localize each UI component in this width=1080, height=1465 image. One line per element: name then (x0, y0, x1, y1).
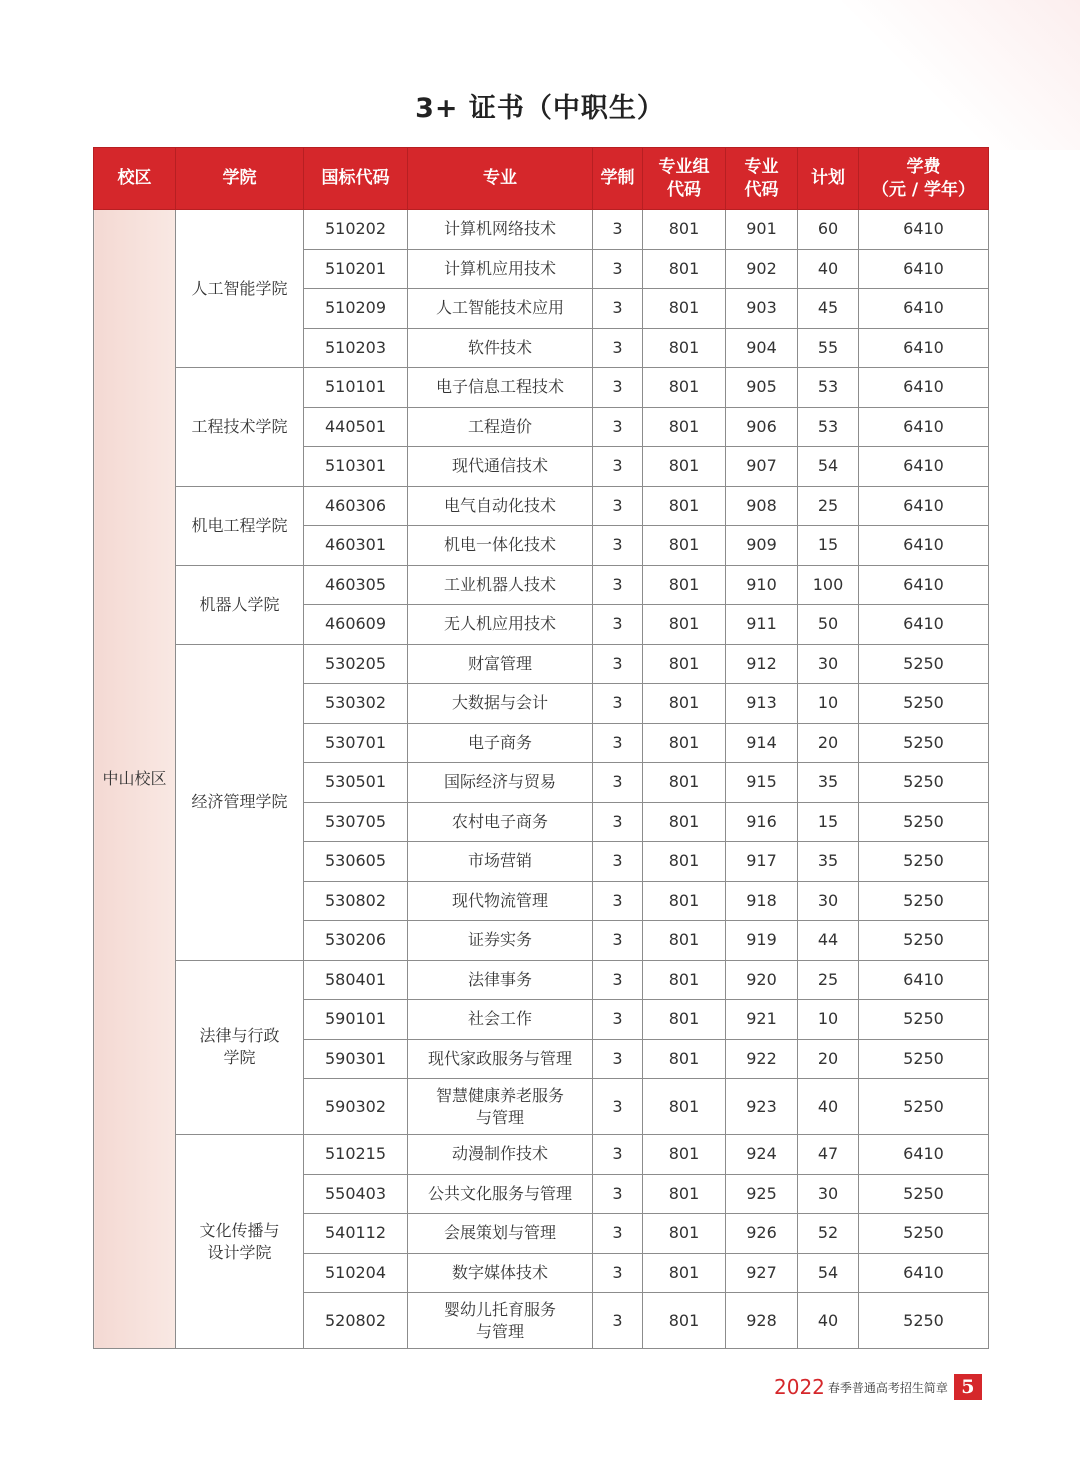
admission-table (93, 147, 989, 1349)
header-group-code: 专业组 代码 (643, 148, 726, 210)
plan-cell: 30 (798, 881, 859, 921)
major-code-cell: 904 (726, 328, 798, 368)
duration-cell: 3 (593, 289, 643, 329)
group-code-cell: 801 (643, 1214, 726, 1254)
major-code-cell: 911 (726, 605, 798, 645)
national-code-cell: 530302 (304, 684, 408, 724)
table-row (94, 210, 989, 250)
national-code-cell: 540112 (304, 1214, 408, 1254)
national-code-cell: 590302 (304, 1079, 408, 1135)
plan-cell: 35 (798, 763, 859, 803)
duration-cell: 3 (593, 407, 643, 447)
major-cell: 大数据与会计 (408, 684, 593, 724)
group-code-cell: 801 (643, 289, 726, 329)
table-row (94, 565, 989, 605)
major-cell: 工程造价 (408, 407, 593, 447)
major-code-cell: 912 (726, 644, 798, 684)
national-code-cell: 530701 (304, 723, 408, 763)
duration-cell: 3 (593, 1253, 643, 1293)
national-code-cell: 510204 (304, 1253, 408, 1293)
major-code-cell: 928 (726, 1293, 798, 1349)
major-code-cell: 903 (726, 289, 798, 329)
plan-cell: 50 (798, 605, 859, 645)
tuition-cell: 6410 (859, 368, 989, 408)
header-campus: 校区 (94, 148, 176, 210)
group-code-cell: 801 (643, 684, 726, 724)
major-cell: 会展策划与管理 (408, 1214, 593, 1254)
header-plan: 计划 (798, 148, 859, 210)
header-major-code: 专业 代码 (726, 148, 798, 210)
national-code-cell: 460306 (304, 486, 408, 526)
page-number: 5 (954, 1374, 982, 1400)
major-cell: 软件技术 (408, 328, 593, 368)
tuition-cell: 5250 (859, 1293, 989, 1349)
group-code-cell: 801 (643, 842, 726, 882)
tuition-cell: 5250 (859, 881, 989, 921)
header-duration: 学制 (593, 148, 643, 210)
major-code-cell: 916 (726, 802, 798, 842)
major-code-cell: 923 (726, 1079, 798, 1135)
plan-cell: 54 (798, 447, 859, 487)
tuition-cell: 5250 (859, 684, 989, 724)
duration-cell: 3 (593, 881, 643, 921)
major-cell: 电子信息工程技术 (408, 368, 593, 408)
tuition-cell: 5250 (859, 763, 989, 803)
tuition-cell: 6410 (859, 210, 989, 250)
plan-cell: 55 (798, 328, 859, 368)
major-code-cell: 901 (726, 210, 798, 250)
group-code-cell: 801 (643, 526, 726, 566)
major-code-cell: 915 (726, 763, 798, 803)
national-code-cell: 440501 (304, 407, 408, 447)
major-code-cell: 925 (726, 1174, 798, 1214)
tuition-cell: 6410 (859, 1253, 989, 1293)
tuition-cell: 6410 (859, 526, 989, 566)
plan-cell: 20 (798, 723, 859, 763)
group-code-cell: 801 (643, 1174, 726, 1214)
group-code-cell: 801 (643, 447, 726, 487)
national-code-cell: 510101 (304, 368, 408, 408)
major-cell: 无人机应用技术 (408, 605, 593, 645)
major-code-cell: 910 (726, 565, 798, 605)
duration-cell: 3 (593, 565, 643, 605)
duration-cell: 3 (593, 960, 643, 1000)
table-row (94, 486, 989, 526)
national-code-cell: 460609 (304, 605, 408, 645)
group-code-cell: 801 (643, 921, 726, 961)
group-code-cell: 801 (643, 1079, 726, 1135)
major-cell: 社会工作 (408, 1000, 593, 1040)
duration-cell: 3 (593, 605, 643, 645)
header-national-code: 国标代码 (304, 148, 408, 210)
plan-cell: 30 (798, 644, 859, 684)
plan-cell: 53 (798, 368, 859, 408)
plan-cell: 40 (798, 1079, 859, 1135)
duration-cell: 3 (593, 763, 643, 803)
plan-cell: 60 (798, 210, 859, 250)
national-code-cell: 530605 (304, 842, 408, 882)
duration-cell: 3 (593, 802, 643, 842)
national-code-cell: 580401 (304, 960, 408, 1000)
plan-cell: 15 (798, 802, 859, 842)
national-code-cell: 530205 (304, 644, 408, 684)
duration-cell: 3 (593, 1174, 643, 1214)
major-code-cell: 920 (726, 960, 798, 1000)
table-row (94, 960, 989, 1000)
major-cell: 现代物流管理 (408, 881, 593, 921)
plan-cell: 10 (798, 1000, 859, 1040)
group-code-cell: 801 (643, 605, 726, 645)
group-code-cell: 801 (643, 1039, 726, 1079)
group-code-cell: 801 (643, 802, 726, 842)
group-code-cell: 801 (643, 249, 726, 289)
duration-cell: 3 (593, 644, 643, 684)
major-cell: 现代家政服务与管理 (408, 1039, 593, 1079)
major-cell: 国际经济与贸易 (408, 763, 593, 803)
major-cell: 智慧健康养老服务 与管理 (408, 1079, 593, 1135)
national-code-cell: 550403 (304, 1174, 408, 1214)
footer-caption: 春季普通高考招生简章 (827, 1380, 948, 1395)
duration-cell: 3 (593, 723, 643, 763)
tuition-cell: 5250 (859, 1039, 989, 1079)
major-cell: 婴幼儿托育服务 与管理 (408, 1293, 593, 1349)
major-cell: 机电一体化技术 (408, 526, 593, 566)
duration-cell: 3 (593, 1079, 643, 1135)
plan-cell: 100 (798, 565, 859, 605)
national-code-cell: 510215 (304, 1135, 408, 1175)
plan-cell: 30 (798, 1174, 859, 1214)
major-cell: 计算机应用技术 (408, 249, 593, 289)
tuition-cell: 5250 (859, 1079, 989, 1135)
group-code-cell: 801 (643, 328, 726, 368)
tuition-cell: 6410 (859, 1135, 989, 1175)
tuition-cell: 6410 (859, 289, 989, 329)
group-code-cell: 801 (643, 644, 726, 684)
major-cell: 公共文化服务与管理 (408, 1174, 593, 1214)
college-cell: 经济管理学院 (176, 644, 304, 960)
national-code-cell: 510201 (304, 249, 408, 289)
table-body (94, 210, 989, 1349)
national-code-cell: 460305 (304, 565, 408, 605)
tuition-cell: 5250 (859, 644, 989, 684)
tuition-cell: 6410 (859, 447, 989, 487)
major-code-cell: 908 (726, 486, 798, 526)
duration-cell: 3 (593, 1214, 643, 1254)
major-code-cell: 921 (726, 1000, 798, 1040)
national-code-cell: 510301 (304, 447, 408, 487)
footer-year: 2022 (774, 1375, 825, 1399)
group-code-cell: 801 (643, 1293, 726, 1349)
plan-cell: 47 (798, 1135, 859, 1175)
duration-cell: 3 (593, 921, 643, 961)
tuition-cell: 5250 (859, 921, 989, 961)
national-code-cell: 530705 (304, 802, 408, 842)
national-code-cell: 530802 (304, 881, 408, 921)
major-cell: 计算机网络技术 (408, 210, 593, 250)
duration-cell: 3 (593, 1135, 643, 1175)
major-cell: 现代通信技术 (408, 447, 593, 487)
major-cell: 人工智能技术应用 (408, 289, 593, 329)
national-code-cell: 590301 (304, 1039, 408, 1079)
duration-cell: 3 (593, 249, 643, 289)
plan-cell: 15 (798, 526, 859, 566)
tuition-cell: 5250 (859, 1214, 989, 1254)
duration-cell: 3 (593, 368, 643, 408)
major-code-cell: 914 (726, 723, 798, 763)
national-code-cell: 510202 (304, 210, 408, 250)
duration-cell: 3 (593, 842, 643, 882)
tuition-cell: 5250 (859, 1000, 989, 1040)
major-code-cell: 906 (726, 407, 798, 447)
major-code-cell: 918 (726, 881, 798, 921)
national-code-cell: 510209 (304, 289, 408, 329)
national-code-cell: 590101 (304, 1000, 408, 1040)
major-cell: 财富管理 (408, 644, 593, 684)
major-code-cell: 927 (726, 1253, 798, 1293)
tuition-cell: 5250 (859, 842, 989, 882)
major-code-cell: 919 (726, 921, 798, 961)
plan-cell: 35 (798, 842, 859, 882)
college-cell: 法律与行政 学院 (176, 960, 304, 1135)
major-code-cell: 902 (726, 249, 798, 289)
major-code-cell: 907 (726, 447, 798, 487)
national-code-cell: 520802 (304, 1293, 408, 1349)
plan-cell: 53 (798, 407, 859, 447)
national-code-cell: 530501 (304, 763, 408, 803)
group-code-cell: 801 (643, 368, 726, 408)
table-row (94, 644, 989, 684)
plan-cell: 25 (798, 960, 859, 1000)
plan-cell: 25 (798, 486, 859, 526)
group-code-cell: 801 (643, 1000, 726, 1040)
tuition-cell: 6410 (859, 486, 989, 526)
campus-cell: 中山校区 (94, 210, 176, 1349)
group-code-cell: 801 (643, 881, 726, 921)
duration-cell: 3 (593, 328, 643, 368)
major-code-cell: 917 (726, 842, 798, 882)
national-code-cell: 460301 (304, 526, 408, 566)
plan-cell: 40 (798, 1293, 859, 1349)
header-college: 学院 (176, 148, 304, 210)
group-code-cell: 801 (643, 1253, 726, 1293)
duration-cell: 3 (593, 1039, 643, 1079)
major-cell: 电气自动化技术 (408, 486, 593, 526)
duration-cell: 3 (593, 447, 643, 487)
tuition-cell: 6410 (859, 328, 989, 368)
major-cell: 农村电子商务 (408, 802, 593, 842)
duration-cell: 3 (593, 684, 643, 724)
college-cell: 工程技术学院 (176, 368, 304, 487)
header-tuition: 学费 （元 / 学年） (859, 148, 989, 210)
tuition-cell: 6410 (859, 960, 989, 1000)
major-cell: 证券实务 (408, 921, 593, 961)
group-code-cell: 801 (643, 763, 726, 803)
major-code-cell: 905 (726, 368, 798, 408)
table-row (94, 1135, 989, 1175)
table-header-row (94, 148, 989, 210)
college-cell: 文化传播与 设计学院 (176, 1135, 304, 1349)
major-code-cell: 909 (726, 526, 798, 566)
tuition-cell: 6410 (859, 407, 989, 447)
college-cell: 人工智能学院 (176, 210, 304, 368)
plan-cell: 44 (798, 921, 859, 961)
plan-cell: 20 (798, 1039, 859, 1079)
duration-cell: 3 (593, 526, 643, 566)
plan-cell: 10 (798, 684, 859, 724)
group-code-cell: 801 (643, 723, 726, 763)
page-title: 3+ 证书（中职生） (415, 93, 665, 124)
corner-decoration (820, 0, 1080, 150)
group-code-cell: 801 (643, 1135, 726, 1175)
group-code-cell: 801 (643, 407, 726, 447)
major-code-cell: 913 (726, 684, 798, 724)
national-code-cell: 510203 (304, 328, 408, 368)
tuition-cell: 5250 (859, 723, 989, 763)
group-code-cell: 801 (643, 960, 726, 1000)
major-cell: 动漫制作技术 (408, 1135, 593, 1175)
major-cell: 数字媒体技术 (408, 1253, 593, 1293)
tuition-cell: 5250 (859, 802, 989, 842)
tuition-cell: 5250 (859, 1174, 989, 1214)
major-cell: 电子商务 (408, 723, 593, 763)
tuition-cell: 6410 (859, 249, 989, 289)
duration-cell: 3 (593, 210, 643, 250)
duration-cell: 3 (593, 1293, 643, 1349)
college-cell: 机器人学院 (176, 565, 304, 644)
plan-cell: 54 (798, 1253, 859, 1293)
duration-cell: 3 (593, 1000, 643, 1040)
table-row (94, 368, 989, 408)
duration-cell: 3 (593, 486, 643, 526)
national-code-cell: 530206 (304, 921, 408, 961)
group-code-cell: 801 (643, 210, 726, 250)
page-footer (774, 1374, 982, 1400)
major-cell: 工业机器人技术 (408, 565, 593, 605)
plan-cell: 45 (798, 289, 859, 329)
major-cell: 市场营销 (408, 842, 593, 882)
group-code-cell: 801 (643, 565, 726, 605)
college-cell: 机电工程学院 (176, 486, 304, 565)
plan-cell: 52 (798, 1214, 859, 1254)
group-code-cell: 801 (643, 486, 726, 526)
plan-cell: 40 (798, 249, 859, 289)
tuition-cell: 6410 (859, 605, 989, 645)
major-code-cell: 922 (726, 1039, 798, 1079)
tuition-cell: 6410 (859, 565, 989, 605)
major-code-cell: 924 (726, 1135, 798, 1175)
header-major: 专业 (408, 148, 593, 210)
major-cell: 法律事务 (408, 960, 593, 1000)
major-code-cell: 926 (726, 1214, 798, 1254)
